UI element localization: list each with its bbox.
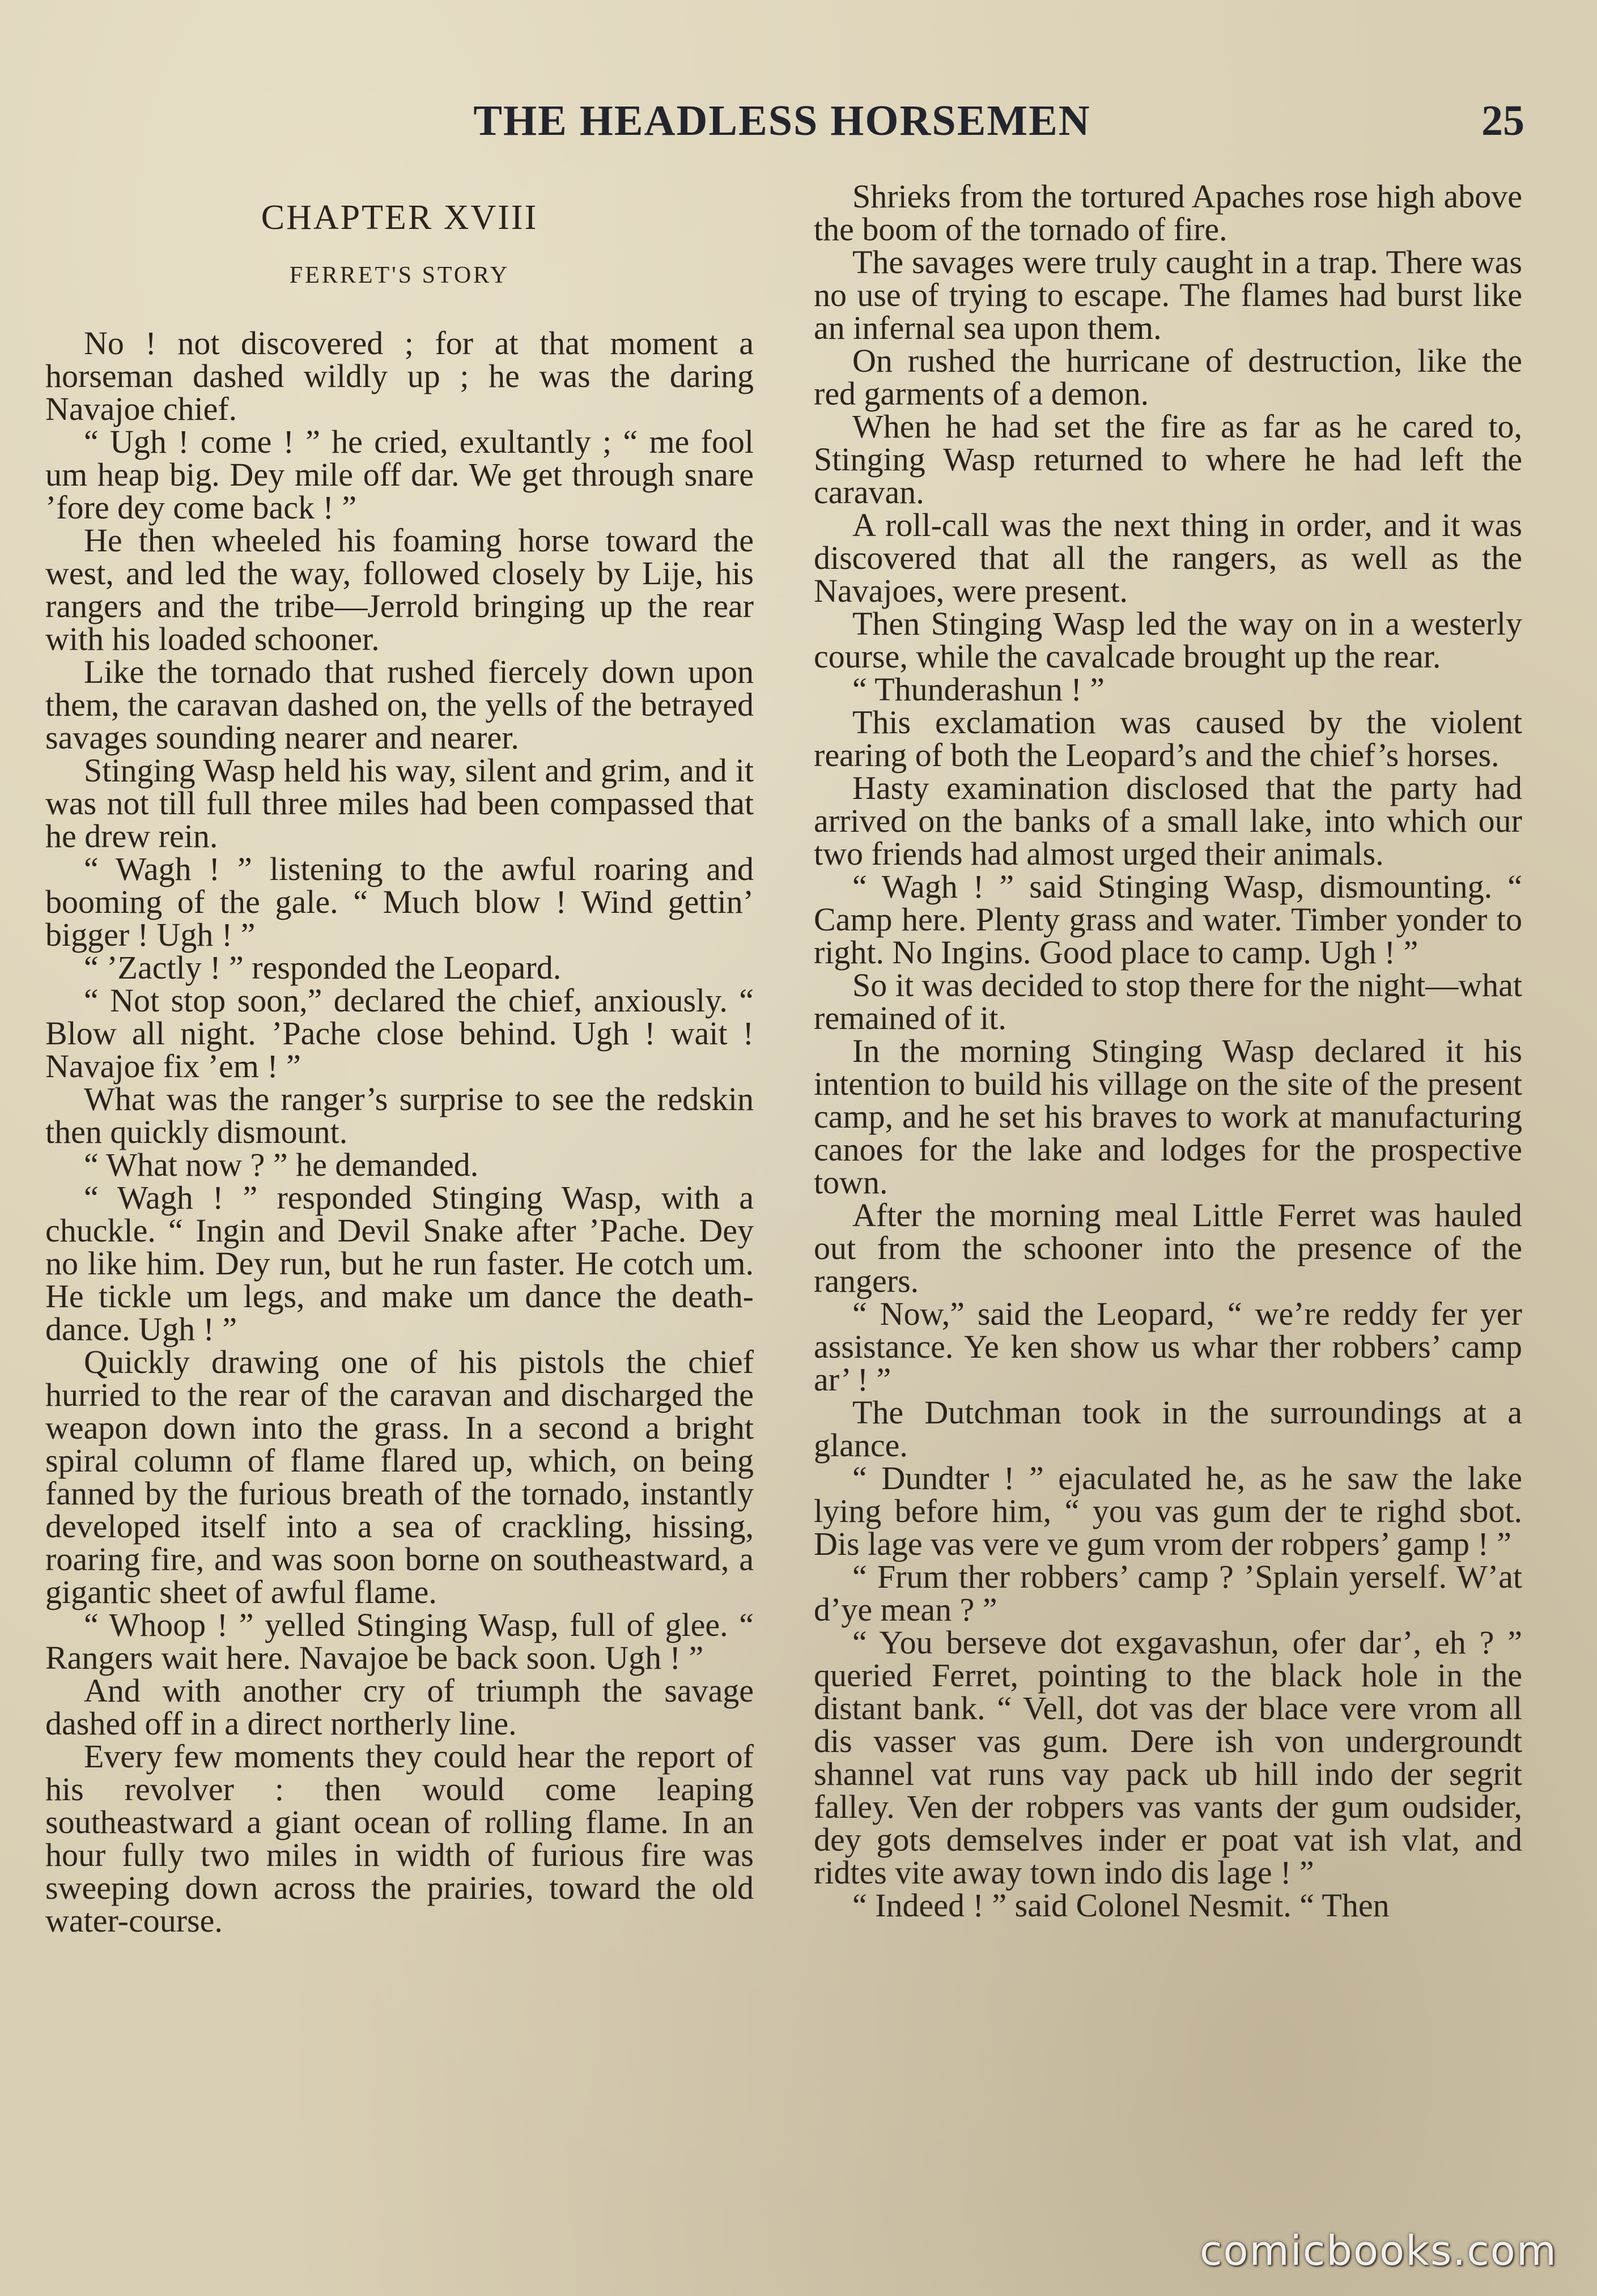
paragraph: So it was decided to stop there for the night—what remained of it.: [814, 967, 1522, 1036]
book-page: [40, 85, 1524, 2261]
paragraph: And with another cry of triumph the savage dashed off in a direct northerly line.: [45, 1672, 754, 1742]
page-number: 25: [1481, 97, 1524, 144]
left-column: [45, 173, 754, 1937]
paragraph: Quickly drawing one of his pistols the chief hurried to the rear of the caravan and discharged the weapon down into the grass. In a second a bright spiral column of flame flared up, which, on being fanned by the furious breath of the tornado, instantly developed itself into a sea of crackling, hissing, roaring fire, and was soon borne on southeastward, a gigantic sheet of awful flame.: [45, 1343, 754, 1610]
paragraph: “ Now,” said the Leopard, “ we’re reddy fer yer assistance. Ye ken show us whar ther robbers’ camp ar’ ! ”: [814, 1295, 1522, 1398]
paragraph: In the morning Stinging Wasp declared it his intention to build his village on the site of the present camp, and he set his braves to work at manufacturing canoes for the lake and lodges for the prospective town.: [814, 1032, 1522, 1201]
paragraph: “ Dundter ! ” ejaculated he, as he saw the lake lying before him, “ you vas gum der te righd sbot. Dis lage vas vere ve gum vrom der robpers’ gamp ! ”: [814, 1460, 1522, 1562]
paragraph: “ Ugh ! come ! ” he cried, exultantly ; “ me fool um heap big. Dey mile off dar. We get through snare ’fore dey come back ! ”: [45, 423, 754, 526]
paragraph: “ Thunderashun ! ”: [852, 671, 1105, 708]
paragraph: “ Frum ther robbers’ camp ? ’Splain yerself. W’at d’ye mean ? ”: [814, 1558, 1522, 1628]
paragraph: “ You berseve dot exgavashun, ofer dar’, eh ? ” queried Ferret, pointing to the black hole in the distant bank. “ Vell, dot vas der blace vere vrom all dis vasser vas gum. Dere ish von undergroundt shannel vat runs vay pack ub hill indo der segrit falley. Ven der robpers vas vants der gum oudsider, dey gots demselves inder er poat vat ish vlat, and ridtes vite away town indo dis lage ! ”: [814, 1624, 1522, 1891]
paragraph: A roll-call was the next thing in order, and it was discovered that all the rangers, as well as the Navajoes, were present.: [814, 507, 1522, 609]
paragraph: This exclamation was caused by the violent rearing of both the Leopard’s and the chief’s horses.: [814, 704, 1522, 773]
paragraph: “ Whoop ! ” yelled Stinging Wasp, full of glee. “ Rangers wait here. Navajoe be back soon. Ugh ! ”: [45, 1606, 754, 1676]
paragraph: “ Not stop soon,” declared the chief, anxiously. “ Blow all night. ’Pache close behind. Ugh ! wait ! Navajoe fix ’em ! ”: [45, 982, 754, 1085]
right-column: [814, 180, 1522, 1922]
paragraph: What was the ranger’s surprise to see the redskin then quickly dismount.: [45, 1081, 754, 1150]
paragraph: On rushed the hurricane of destruction, like the red garments of a demon.: [814, 342, 1522, 412]
paragraph: “ What now ? ” he demanded.: [84, 1146, 479, 1183]
paragraph: The Dutchman took in the surroundings at a glance.: [814, 1394, 1522, 1464]
paragraph: He then wheeled his foaming horse toward the west, and led the way, followed closely by Lije, his rangers and the tribe—Jerrold bringing up the rear with his loaded schooner.: [45, 522, 754, 657]
paragraph: The savages were truly caught in a trap. There was no use of trying to escape. The flames had burst like an infernal sea upon them.: [814, 244, 1522, 346]
paragraph: “ Wagh ! ” said Stinging Wasp, dismounting. “ Camp here. Plenty grass and water. Timber yonder to right. No Ingins. Good place to camp. Ugh ! ”: [814, 868, 1522, 971]
paragraph: When he had set the fire as far as he cared to, Stinging Wasp returned to where he had left the caravan.: [814, 408, 1522, 511]
watermark-logo: comicbooks.com: [1199, 2227, 1557, 2274]
paragraph: Hasty examination disclosed that the party had arrived on the banks of a small lake, into which our two friends had almost urged their animals.: [814, 769, 1522, 872]
chapter-heading: CHAPTER XVIII: [261, 198, 538, 237]
paragraph: Stinging Wasp held his way, silent and grim, and it was not till full three miles had been compassed that he drew rein.: [45, 752, 754, 854]
paragraph: “ Wagh ! ” responded Stinging Wasp, with a chuckle. “ Ingin and Devil Snake after ’Pache. Dey no like him. Dey run, but he run faster. He cotch um. He tickle um legs, and make um dance the death-dance. Ugh ! ”: [45, 1179, 754, 1347]
running-head: [40, 96, 1524, 164]
paragraph: “ Wagh ! ” listening to the awful roaring and booming of the gale. “ Much blow ! Wind gettin’ bigger ! Ugh ! ”: [45, 851, 754, 953]
paragraph: Shrieks from the tortured Apaches rose high above the boom of the tornado of fire.: [814, 178, 1522, 248]
paragraph: Every few moments they could hear the report of his revolver : then would come leaping southeastward a giant ocean of rolling flame. In an hour fully two miles in width of furious fire was sweeping down across the prairies, toward the old water-course.: [45, 1738, 754, 1939]
paragraph: Like the tornado that rushed fiercely down upon them, the caravan dashed on, the yells of the betrayed savages sounding nearer and nearer.: [45, 653, 754, 756]
chapter-subtitle: FERRET'S STORY: [289, 262, 510, 288]
paragraph: “ Indeed ! ” said Colonel Nesmit. “ Then: [852, 1887, 1390, 1924]
page-title: THE HEADLESS HORSEMEN: [473, 97, 1091, 144]
paragraph: Then Stinging Wasp led the way on in a westerly course, while the cavalcade brought up the rear.: [814, 605, 1522, 675]
paragraph: No ! not discovered ; for at that moment a horseman dashed wildly up ; he was the daring Navajoe chief.: [45, 325, 754, 427]
paragraph: After the morning meal Little Ferret was hauled out from the schooner into the presence of the rangers.: [814, 1197, 1522, 1299]
paragraph: “ ’Zactly ! ” responded the Leopard.: [84, 949, 562, 986]
